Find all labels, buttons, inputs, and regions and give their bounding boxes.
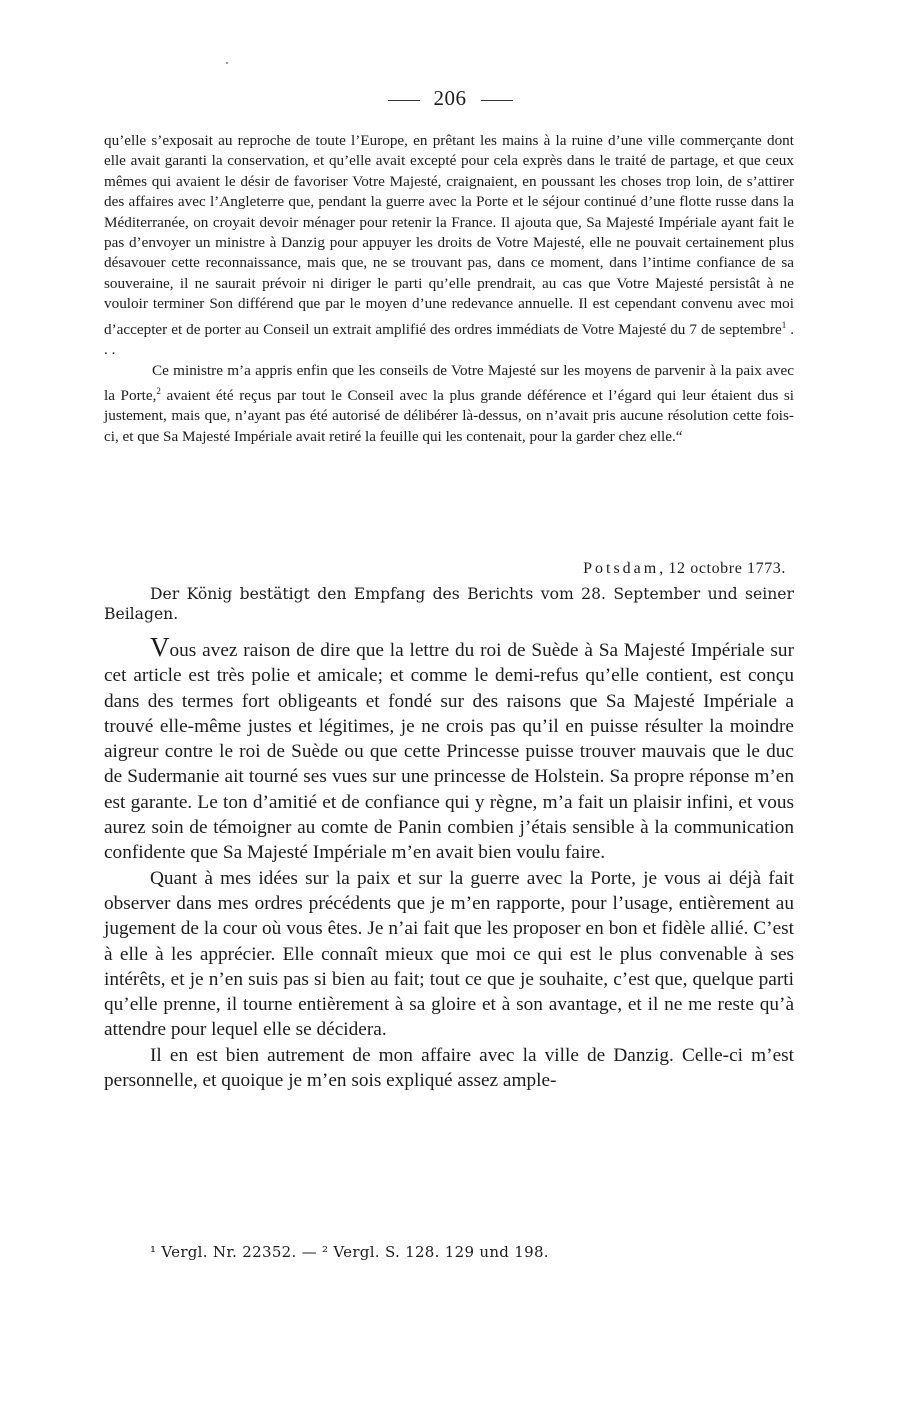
excerpt-ellipsis: . . . <box>104 320 795 359</box>
footnote-mark-1: 1 <box>781 319 787 330</box>
excerpt-paragraph-2-text-a: Ce ministre m’a appris enfin que les conseils de Votre Majesté sur les moyens de parvenir à la paix avec la Porte, <box>104 361 794 404</box>
header-rule-right <box>481 100 513 101</box>
dateline <box>583 560 786 578</box>
page-header <box>0 86 900 111</box>
header-rule-left <box>388 100 420 101</box>
german-summary: Der König bestätigt den Empfang des Berichts vom 28. September und seiner Beilagen. <box>104 585 794 623</box>
excerpt-paragraph-2-text-b: avaient été reçus par tout le Conseil avec la plus grande déférence et l’égard qui leur étaient dus si justement, mais que, n’ayant pas été autorisé de délibérer là-dessus, on n’avait pris aucune résolution cette fois-ci, et que Sa Majesté Impériale avait retiré la feuille qui les contenait, pour la garder chez elle.“ <box>104 387 794 445</box>
excerpt-paragraph-2 <box>104 361 794 448</box>
letter-paragraph-1-text: ous avez raison de dire que la lettre du roi de Suède à Sa Majesté Impériale sur cet article est très polie et amicale; et comme le demi-refus qu’elle contient, est conçu dans des termes fort obligeants et fondé sur des raisons que Sa Majesté Impériale a trouvé elle-même justes et légitimes, je ne crois pas qu’il en puisse résulter la moindre aigreur contre le roi de Suède ou que cette Princesse puisse trouver mauvais que le duc de Sudermanie ait tourné ses vues sur une princesse de Holstein. Sa propre réponse m’en est garante. Le ton d’amitié et de confiance qui y règne, m’a fait un plaisir infini, et vous aurez soin de témoigner au comte de Panin combien j’étais sensible à la communication confidente que Sa Majesté Impériale m’en avait bien voulu faire. <box>104 640 794 864</box>
report-excerpt <box>104 131 794 447</box>
letter-paragraph-1 <box>104 632 794 866</box>
dateline-place: Potsdam <box>583 560 660 577</box>
drop-capital: V <box>150 632 170 662</box>
excerpt-paragraph-1-text: qu’elle s’exposait au reproche de toute l’Europe, en prêtant les mains à la ruine d’une ville commerçante dont elle avait garanti la conservation, et qu’elle avait excepté pour cela exprès dans le traité de partage, et que ceux mêmes qui avaient le désir de favoriser Votre Majesté, craignaient, en poussant les choses trop loin, de s’attirer des affaires avec l’Angleterre que, pendant la guerre avec la Porte et le séjour continué d’une flotte russe dans la Méditerranée, on croyait devoir ménager pour retenir la France. Il ajouta que, Sa Majesté Impériale ayant fait le pas d’envoyer un ministre à Danzig pour appuyer les droits de Votre Majesté, elle ne pouvait certainement plus désavouer cette reconnaissance, mais que, ne se trouvant pas, dans ce moment, dans l’intime confiance de sa souveraine, il ne saurait prévoir ni diriger le parti qu’elle prendrait, au cas que Votre Majesté persistât à ne vouloir terminer Son différend que par le moyen d’une redevance annuelle. Il est cependant convenu avec moi d’accepter et de porter au Conseil un extrait amplifié des ordres immédiats de Votre Majesté du 7 de septembre <box>104 132 794 338</box>
footnote-mark-2: 2 <box>156 385 161 396</box>
footnotes: ¹ Vergl. Nr. 22352. — ² Vergl. S. 128. 129 und 198. <box>150 1243 549 1261</box>
letter-paragraph-3: Il en est bien autrement de mon affaire avec la ville de Danzig. Celle-ci m’est personnelle, et quoique je m’en sois expliqué assez ample- <box>104 1044 794 1092</box>
scan-speck <box>226 62 228 64</box>
dateline-date: , 12 octobre 1773. <box>659 560 786 577</box>
excerpt-paragraph-1 <box>104 131 794 361</box>
letter-body <box>104 632 794 1093</box>
page-number: 206 <box>433 86 467 110</box>
letter-paragraph-2: Quant à mes idées sur la paix et sur la guerre avec la Porte, je vous ai déjà fait observer dans mes ordres précédents que je m’en rapporte, pour l’usage, entièrement au jugement de la cour où vous êtes. Je n’ai fait que les proposer en bon et fidèle allié. C’est à elle à les apprécier. Elle connaît mieux que moi ce qui est le plus convenable à ses intérêts, et je n’en suis pas si bien au fait; tout ce que je souhaite, c’est que, quelque parti qu’elle prenne, il tourne entièrement à sa gloire et à son avantage, et il ne me reste qu’à attendre pour lequel elle se décidera. <box>104 867 794 1041</box>
